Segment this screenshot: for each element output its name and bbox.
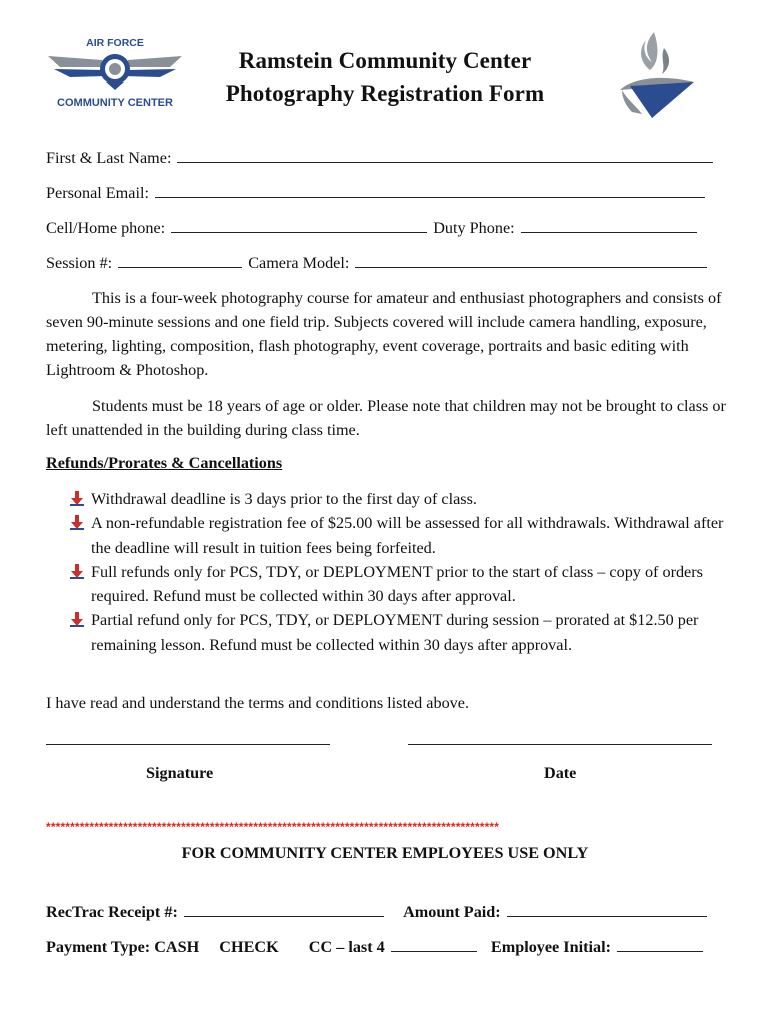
list-item [70, 560, 735, 609]
logo-bottom-text: COMMUNITY CENTER [57, 97, 173, 109]
form-title-line1: Ramstein Community Center [238, 48, 532, 73]
email-label: Personal Email: [46, 184, 149, 202]
age-requirement [46, 394, 736, 442]
signature-label: Signature [146, 764, 214, 782]
down-arrow-bullet-icon [70, 514, 84, 530]
list-item [70, 608, 735, 657]
logo-top-text: AIR FORCE [86, 37, 144, 49]
date-label: Date [544, 764, 577, 782]
email-field-row [46, 182, 707, 203]
down-arrow-bullet-icon [70, 563, 84, 579]
course-description [46, 286, 736, 382]
refund-item-text: Withdrawal deadline is 3 days prior to the first day of class. [91, 490, 477, 508]
phone-label: Cell/Home phone: [46, 219, 166, 237]
name-field-row [46, 147, 715, 168]
payment-row [46, 936, 705, 957]
receipt-blank[interactable] [184, 901, 384, 917]
signature-line[interactable] [46, 744, 330, 745]
name-blank[interactable] [177, 147, 713, 163]
refund-policy-list [70, 487, 735, 657]
list-item [70, 511, 735, 560]
employee-initial-label: Employee Initial: [490, 938, 611, 956]
receipt-row [46, 901, 709, 922]
payment-type-label: Payment Type: [46, 938, 151, 956]
form-title-line2: Photography Registration Form [225, 81, 545, 106]
refunds-heading: Refunds/Prorates & Cancellations [46, 454, 283, 472]
down-arrow-bullet-icon [70, 611, 84, 627]
session-blank[interactable] [118, 252, 242, 268]
age-requirement-text: Students must be 18 years of age or older. Please note that children may not be brought to class or left unattended in the building during class time. [46, 397, 726, 439]
name-label: First & Last Name: [46, 149, 172, 167]
star-separator: ********************************************************************************************** [46, 820, 500, 834]
receipt-label: RecTrac Receipt #: [46, 903, 178, 921]
course-description-text: This is a four-week photography course for amateur and enthusiast photographers and consists of seven 90-minute sessions and one field trip. Subjects covered will include camera handling, exposure, metering, lighting, composition, flash photography, event coverage, portraits and basic editing with Lightroom & Photoshop. [46, 289, 722, 379]
list-item [70, 487, 735, 511]
duty-phone-label: Duty Phone: [433, 219, 515, 237]
cc-last4-blank[interactable] [391, 936, 477, 952]
payment-option-cc[interactable]: CC – last 4 [308, 938, 385, 956]
payment-option-check[interactable]: CHECK [219, 938, 279, 956]
flame-emblem-logo [612, 28, 702, 120]
employee-initial-blank[interactable] [617, 936, 703, 952]
amount-paid-blank[interactable] [507, 901, 707, 917]
phone-blank[interactable] [171, 217, 427, 233]
session-field-row [46, 252, 709, 273]
office-use-heading: FOR COMMUNITY CENTER EMPLOYEES USE ONLY [181, 844, 589, 862]
agreement-text: I have read and understand the terms and conditions listed above. [46, 694, 469, 712]
payment-option-cash[interactable]: CASH [154, 938, 200, 956]
refund-item-text: A non-refundable registration fee of $25.00 will be assessed for all withdrawals. Withdrawal after the deadline will result in tuition fees being forfeited. [91, 514, 724, 557]
date-line[interactable] [408, 744, 712, 745]
email-blank[interactable] [155, 182, 705, 198]
phone-field-row [46, 217, 699, 238]
session-label: Session #: [46, 254, 113, 272]
camera-blank[interactable] [355, 252, 707, 268]
down-arrow-bullet-icon [70, 490, 84, 506]
refund-item-text: Partial refund only for PCS, TDY, or DEPLOYMENT during session – prorated at $12.50 per remaining lesson. Refund must be collected within 30 days after approval. [91, 611, 699, 654]
duty-phone-blank[interactable] [521, 217, 697, 233]
refund-item-text: Full refunds only for PCS, TDY, or DEPLOYMENT prior to the start of class – copy of orders required. Refund must be collected within 30 days after approval. [91, 562, 703, 606]
camera-label: Camera Model: [248, 254, 350, 272]
amount-paid-label: Amount Paid: [403, 903, 501, 921]
